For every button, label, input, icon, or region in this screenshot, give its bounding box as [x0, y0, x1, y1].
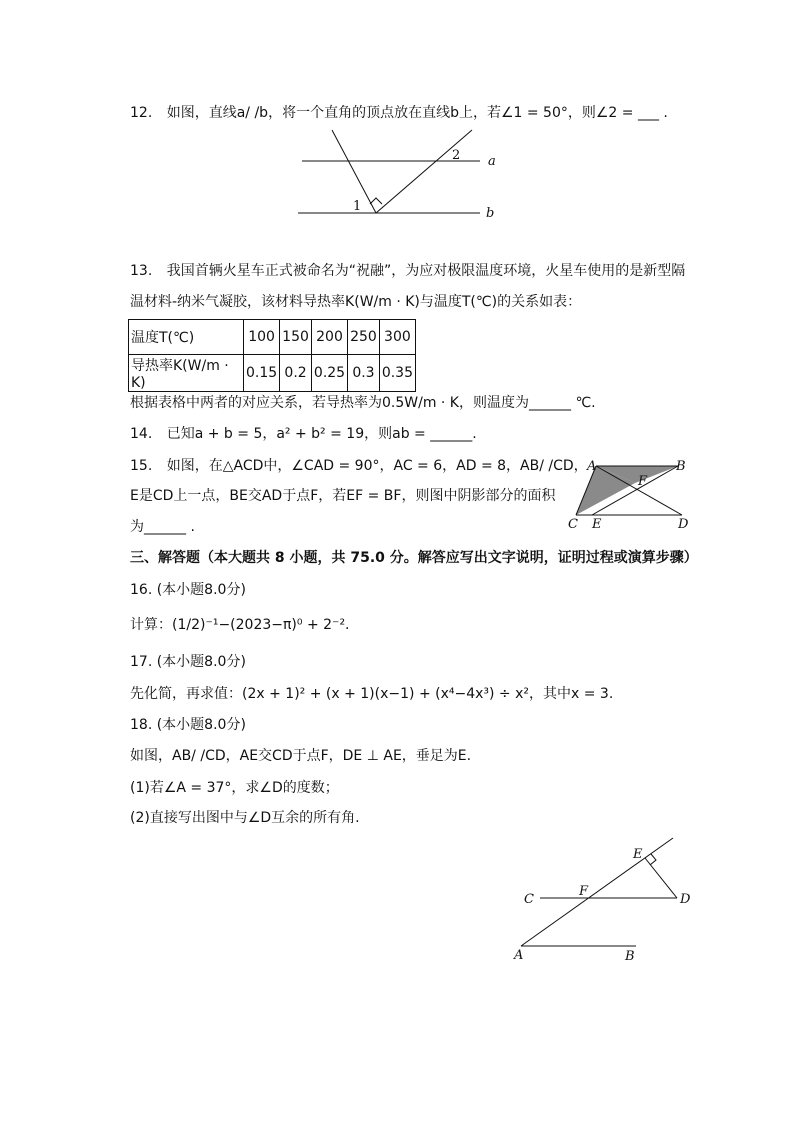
table-cell: 0.15 — [244, 355, 280, 392]
table-row-header: 温度T(℃) — [129, 320, 244, 355]
table-cell: 150 — [280, 320, 312, 355]
q12-body: 如图，直线a/ /b，将一个直角的顶点放在直线b上，若∠1 = 50°，则∠2 = ___ . — [166, 105, 668, 121]
q18-part1: (1)若∠A = 37°，求∠D的度数； — [130, 780, 339, 796]
label-C: C — [524, 892, 534, 907]
table-row — [129, 355, 416, 392]
label-A: A — [587, 459, 597, 474]
conductivity-table — [128, 319, 416, 392]
label-F: F — [638, 474, 648, 489]
right-angle-mark — [650, 854, 656, 865]
q13-line1 — [130, 261, 685, 281]
table-cell: 0.35 — [379, 355, 415, 392]
table-cell: 0.25 — [311, 355, 347, 392]
q15-line2: E是CD上一点，BE交AD于点F，若EF = BF，则图中阴影部分的面积 — [130, 488, 556, 504]
q18-line1: 如图，AB/ /CD，AE交CD于点F，DE ⊥ AE，垂足为E. — [130, 748, 472, 764]
label-D: D — [680, 892, 691, 907]
q15-number: 15. — [130, 458, 153, 474]
table-cell: 300 — [379, 320, 415, 355]
q15-figure — [560, 455, 700, 535]
label-B: B — [676, 459, 686, 474]
table-row — [129, 320, 416, 355]
label-line-b: b — [486, 206, 495, 221]
label-C: C — [568, 517, 578, 532]
q18-part2: (2)直接写出图中与∠D互余的所有角. — [130, 810, 360, 826]
label-A: A — [514, 948, 524, 963]
q14-body: 已知a + b = 5，a² + b² = 19，则ab = ______. — [166, 426, 477, 442]
q18-header: 18. (本小题8.0分) — [130, 717, 246, 733]
q18-figure — [505, 830, 705, 970]
q16-header: 16. (本小题8.0分) — [130, 582, 246, 598]
label-angle-2: 2 — [452, 148, 461, 163]
right-angle-mark — [370, 198, 382, 204]
q14-text — [130, 424, 477, 444]
label-E: E — [633, 847, 643, 862]
q12-figure — [290, 128, 510, 228]
q14-number: 14. — [130, 426, 153, 442]
q13-line2: 温材料-纳米气凝胶，该材料导热率K(W/m · K)与温度T(℃)的关系如表： — [130, 294, 582, 310]
table-cell: 200 — [311, 320, 347, 355]
q17-text: 先化简，再求值：(2x + 1)² + (x + 1)(x−1) + (x⁴−4x³) ÷ x²，其中x = 3. — [130, 686, 614, 702]
label-F: F — [579, 884, 589, 899]
label-E: E — [592, 517, 602, 532]
section3-title: 三、解答题（本大题共 8 小题，共 75.0 分。解答应写出文字说明，证明过程或演算步骤） — [130, 550, 698, 566]
label-line-a: a — [488, 154, 496, 169]
table-cell: 250 — [348, 320, 380, 355]
table-cell: 100 — [244, 320, 280, 355]
label-B: B — [625, 949, 635, 964]
segment-AE-extended — [521, 838, 673, 946]
q17-header: 17. (本小题8.0分) — [130, 654, 246, 670]
segment-DE — [645, 858, 677, 898]
label-D: D — [678, 517, 689, 532]
q12-number: 12. — [130, 105, 153, 121]
q13-body-1: 我国首辆火星车正式被命名为“祝融”，为应对极限温度环境，火星车使用的是新型隔 — [166, 263, 686, 279]
q15-line1 — [130, 456, 588, 476]
right-angle-right-arm — [376, 130, 472, 213]
table-cell: 0.3 — [348, 355, 380, 392]
table-row-header: 导热率K(W/m · K) — [129, 355, 244, 392]
q15-body-1: 如图，在△ACD中，∠CAD = 90°，AC = 6，AD = 8，AB/ /CD， — [166, 458, 588, 474]
label-angle-1: 1 — [353, 199, 362, 214]
q13-line3: 根据表格中两者的对应关系，若导热率为0.5W/m · K，则温度为______ ℃. — [130, 395, 596, 411]
table-cell: 0.2 — [280, 355, 312, 392]
q15-line3: 为______ . — [130, 519, 195, 535]
q12-text — [130, 103, 668, 123]
q16-text: 计算：(1/2)⁻¹−(2023−π)⁰ + 2⁻². — [130, 617, 350, 633]
q13-number: 13. — [130, 263, 153, 279]
